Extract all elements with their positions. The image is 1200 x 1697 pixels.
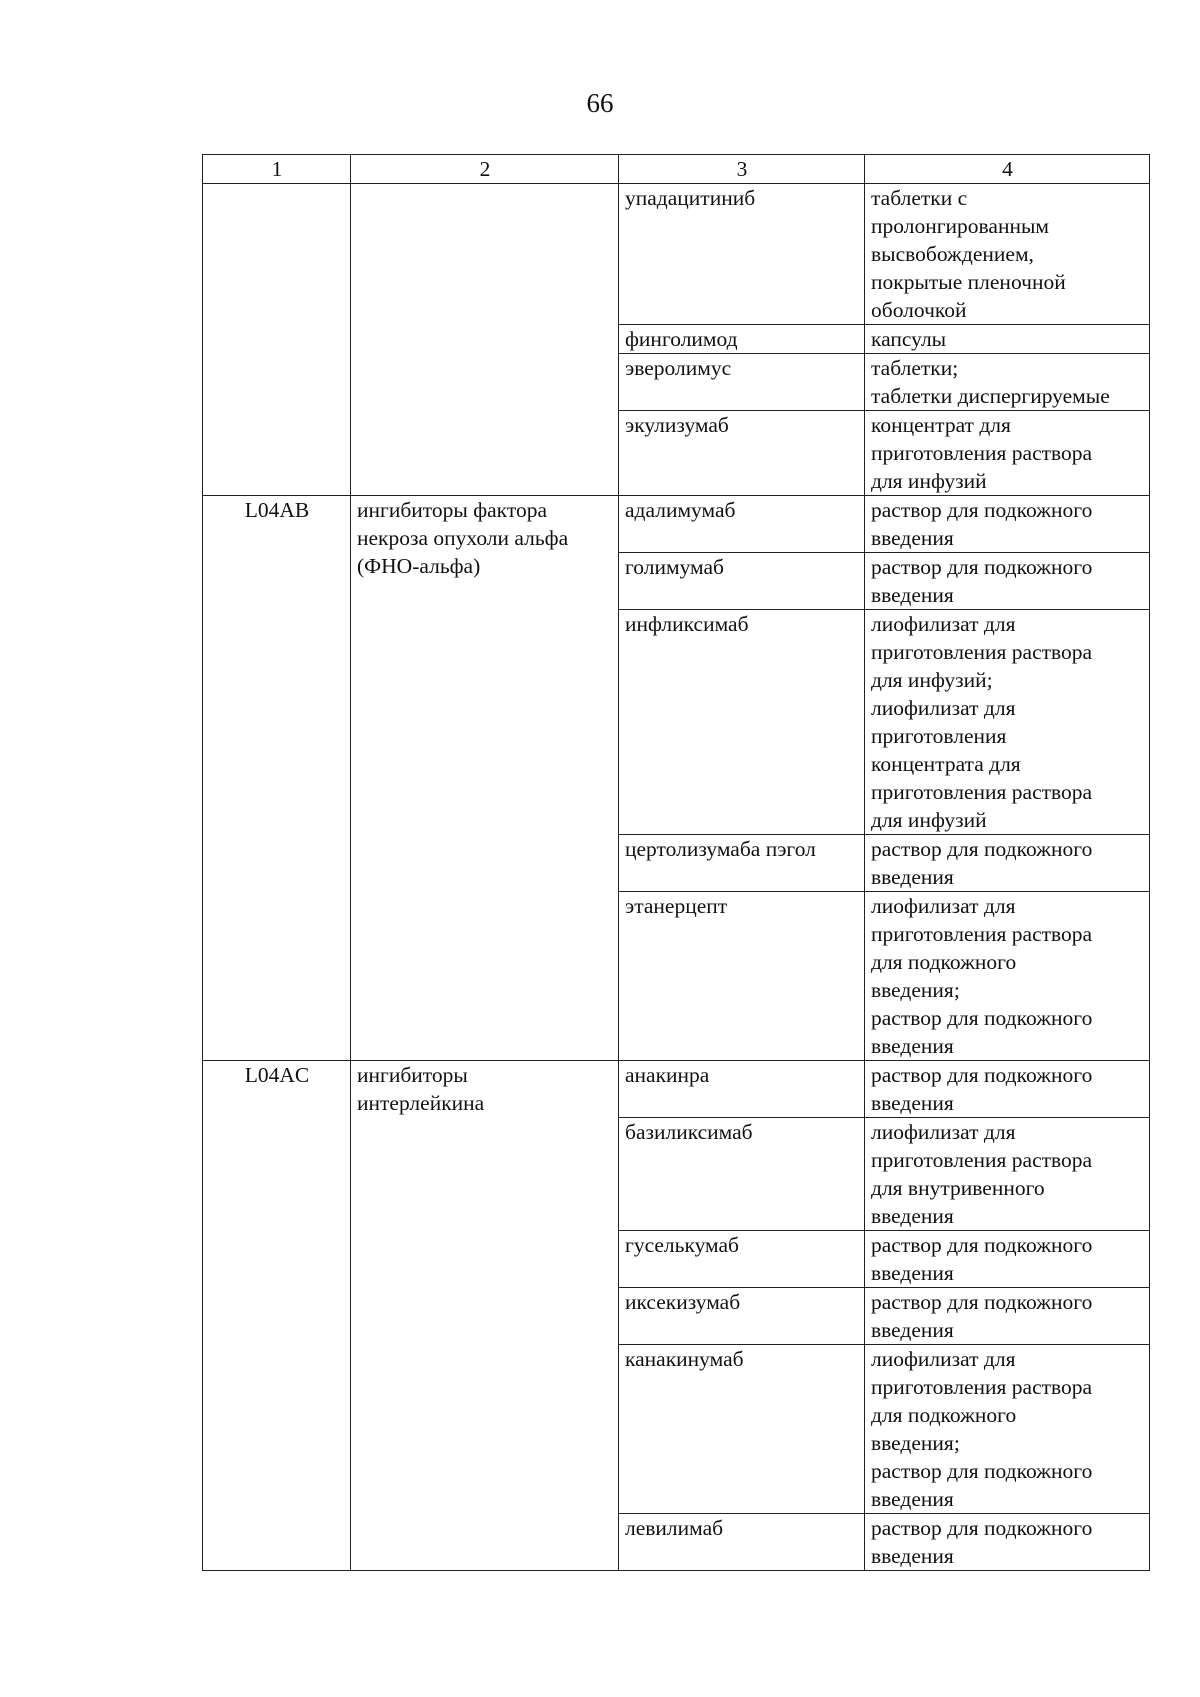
drug-name-cell: эверолимус [619, 354, 865, 411]
dosage-form-cell: капсулы [865, 325, 1150, 354]
table-header-row [203, 155, 1150, 184]
drug-name-cell: анакинра [619, 1061, 865, 1118]
drug-name-cell: левилимаб [619, 1514, 865, 1571]
atc-code-cell: L04AC [203, 1061, 351, 1571]
column-header-1: 1 [203, 155, 351, 184]
dosage-form-cell: таблетки; таблетки диспергируемые [865, 354, 1150, 411]
dosage-form-cell: концентрат для приготовления раствора для инфузий [865, 411, 1150, 496]
drug-name-cell: адалимумаб [619, 496, 865, 553]
column-header-3: 3 [619, 155, 865, 184]
dosage-form-cell: лиофилизат для приготовления раствора для инфузий; лиофилизат для приготовления концентрата для приготовления раствора для инфузий [865, 610, 1150, 835]
group-name-cell [351, 184, 619, 496]
drug-name-cell: канакинумаб [619, 1345, 865, 1514]
atc-code-cell: L04AB [203, 496, 351, 1061]
dosage-form-cell: раствор для подкожного введения [865, 496, 1150, 553]
dosage-form-cell: раствор для подкожного введения [865, 835, 1150, 892]
group-name-cell: ингибиторы фактора некроза опухоли альфа (ФНО-альфа) [351, 496, 619, 1061]
atc-code-cell [203, 184, 351, 496]
drug-name-cell: цертолизумаба пэгол [619, 835, 865, 892]
dosage-form-cell: раствор для подкожного введения [865, 1288, 1150, 1345]
dosage-form-cell: раствор для подкожного введения [865, 553, 1150, 610]
dosage-form-cell: таблетки с пролонгированным высвобождением, покрытые пленочной оболочкой [865, 184, 1150, 325]
page-number: 66 [586, 88, 614, 118]
drug-name-cell: гуселькумаб [619, 1231, 865, 1288]
drug-name-cell: голимумаб [619, 553, 865, 610]
table-row [203, 184, 1150, 325]
drug-name-cell: упадацитиниб [619, 184, 865, 325]
drug-name-cell: финголимод [619, 325, 865, 354]
drug-name-cell: иксекизумаб [619, 1288, 865, 1345]
dosage-form-cell: лиофилизат для приготовления раствора для подкожного введения; раствор для подкожного введения [865, 1345, 1150, 1514]
column-header-2: 2 [351, 155, 619, 184]
dosage-form-cell: раствор для подкожного введения [865, 1514, 1150, 1571]
table-row [203, 1061, 1150, 1118]
drug-name-cell: базиликсимаб [619, 1118, 865, 1231]
dosage-form-cell: раствор для подкожного введения [865, 1231, 1150, 1288]
drug-name-cell: экулизумаб [619, 411, 865, 496]
dosage-form-cell: раствор для подкожного введения [865, 1061, 1150, 1118]
drug-name-cell: инфликсимаб [619, 610, 865, 835]
group-name-cell: ингибиторы интерлейкина [351, 1061, 619, 1571]
dosage-form-cell: лиофилизат для приготовления раствора для внутривенного введения [865, 1118, 1150, 1231]
table-row [203, 496, 1150, 553]
dosage-form-cell: лиофилизат для приготовления раствора для подкожного введения; раствор для подкожного введения [865, 892, 1150, 1061]
drug-table [202, 154, 1150, 1571]
drug-name-cell: этанерцепт [619, 892, 865, 1061]
column-header-4: 4 [865, 155, 1150, 184]
